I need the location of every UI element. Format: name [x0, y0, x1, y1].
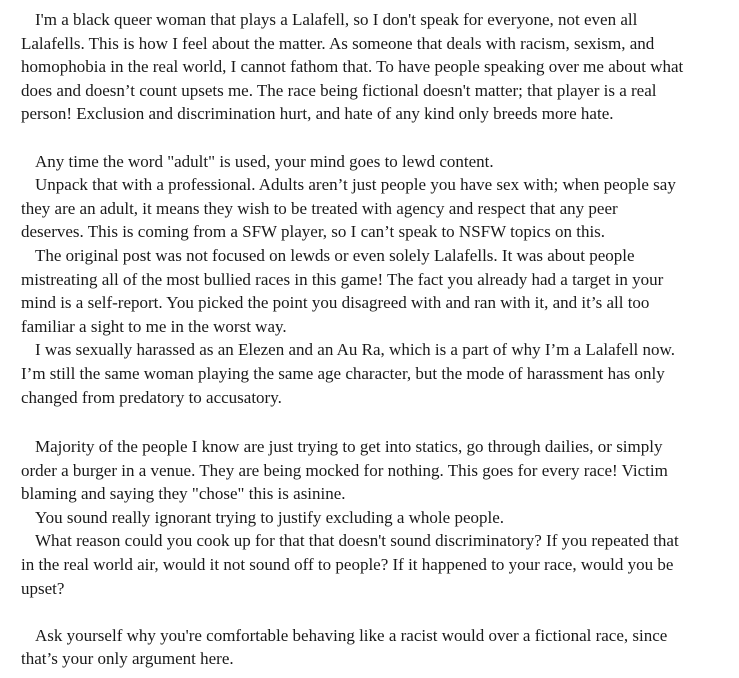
text-line: Unpack that with a professional. Adults aren’t just people you have sex with; when people say [35, 175, 676, 195]
document-body [21, 8, 731, 671]
paragraph-gap [21, 126, 731, 150]
text-line: Lalafells. This is how I feel about the matter. As someone that deals with racism, sexism, and [21, 33, 655, 53]
text-line: person! Exclusion and discrimination hurt, and hate of any kind only breeds more hate. [21, 104, 614, 124]
text-line: Any time the word "adult" is used, your mind goes to lewd content. [35, 151, 494, 171]
text-section [21, 150, 731, 410]
text-line: deserves. This is coming from a SFW player, so I can’t speak to NSFW topics on this. [21, 222, 606, 242]
text-line: Ask yourself why you're comfortable behaving like a racist would over a fictional race, since [35, 625, 668, 645]
text-line: changed from predatory to accusatory. [21, 387, 282, 407]
paragraph-gap [21, 409, 731, 435]
text-section [21, 8, 731, 126]
text-line: I was sexually harassed as an Elezen and an Au Ra, which is a part of why I’m a Lalafell now. [35, 340, 675, 360]
text-line: in the real world air, would it not sound off to people? If it happened to your race, would you be [21, 555, 674, 575]
text-line: they are an adult, it means they wish to be treated with agency and respect that any peer [21, 198, 618, 218]
text-line: I'm a black queer woman that plays a Lalafell, so I don't speak for everyone, not even all [35, 10, 638, 29]
text-line: does and doesn’t count upsets me. The race being fictional doesn't matter; that player is a real [21, 80, 657, 100]
text-line: familiar a sight to me in the worst way. [21, 316, 287, 336]
text-line: I’m still the same woman playing the same age character, but the mode of harassment has only [21, 363, 665, 383]
text-line: The original post was not focused on lewds or even solely Lalafells. It was about people [35, 245, 635, 265]
text-line: What reason could you cook up for that that doesn't sound discriminatory? If you repeated that [35, 531, 679, 551]
text-line: You sound really ignorant trying to justify excluding a whole people. [35, 507, 505, 527]
text-line: mind is a self-report. You picked the point you disagreed with and ran with it, and it’s all too [21, 293, 650, 313]
text-section [21, 435, 731, 600]
text-line: homophobia in the real world, I cannot fathom that. To have people speaking over me about what [21, 57, 684, 77]
text-line: mistreating all of the most bullied races in this game! The fact you already had a target in your [21, 269, 664, 289]
text-section [21, 624, 731, 671]
text-line: Majority of the people I know are just trying to get into statics, go through dailies, or simply [35, 437, 663, 457]
text-line: blaming and saying they "chose" this is asinine. [21, 484, 346, 504]
text-line: upset? [21, 578, 65, 598]
text-line: that’s your only argument here. [21, 649, 234, 669]
paragraph-gap [21, 600, 731, 624]
text-line: order a burger in a venue. They are being mocked for nothing. This goes for every race! Victim [21, 460, 668, 480]
